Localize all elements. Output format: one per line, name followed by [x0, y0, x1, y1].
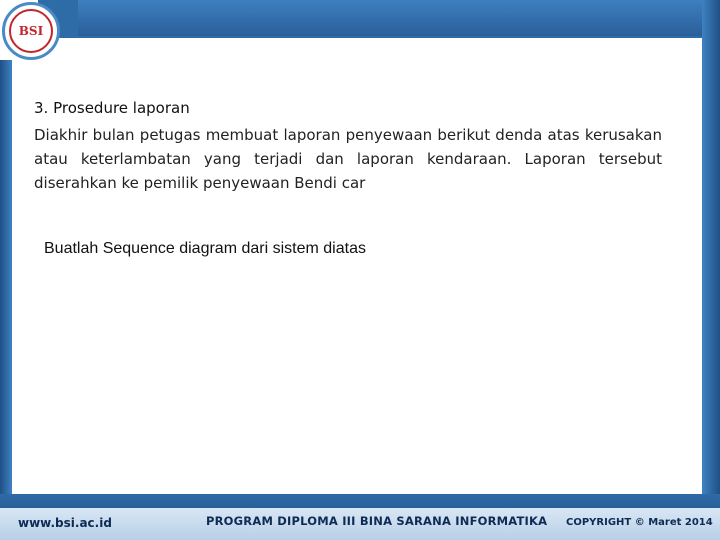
bsi-logo	[2, 2, 60, 60]
right-frame	[702, 0, 720, 540]
task-instruction: Buatlah Sequence diagram dari sistem diatas	[44, 240, 366, 257]
bsi-logo-mark: BSI	[9, 9, 53, 53]
top-frame-inner	[78, 0, 718, 36]
footer-copyright: COPYRIGHT © Maret 2014	[566, 517, 713, 528]
footer-program-title: PROGRAM DIPLOMA III BINA SARANA INFORMATIKA	[206, 514, 548, 528]
footer-url[interactable]: www.bsi.ac.id	[18, 516, 112, 530]
left-frame	[0, 60, 12, 500]
top-frame	[38, 0, 720, 38]
section-heading: 3. Prosedure laporan	[34, 99, 190, 117]
section-paragraph: Diakhir bulan petugas membuat laporan penyewaan berikut denda atas kerusakan atau keterlambatan yang terjadi dan laporan kendaraan. Laporan tersebut diserahkan ke pemilik penyewaan Bendi car	[34, 126, 662, 192]
